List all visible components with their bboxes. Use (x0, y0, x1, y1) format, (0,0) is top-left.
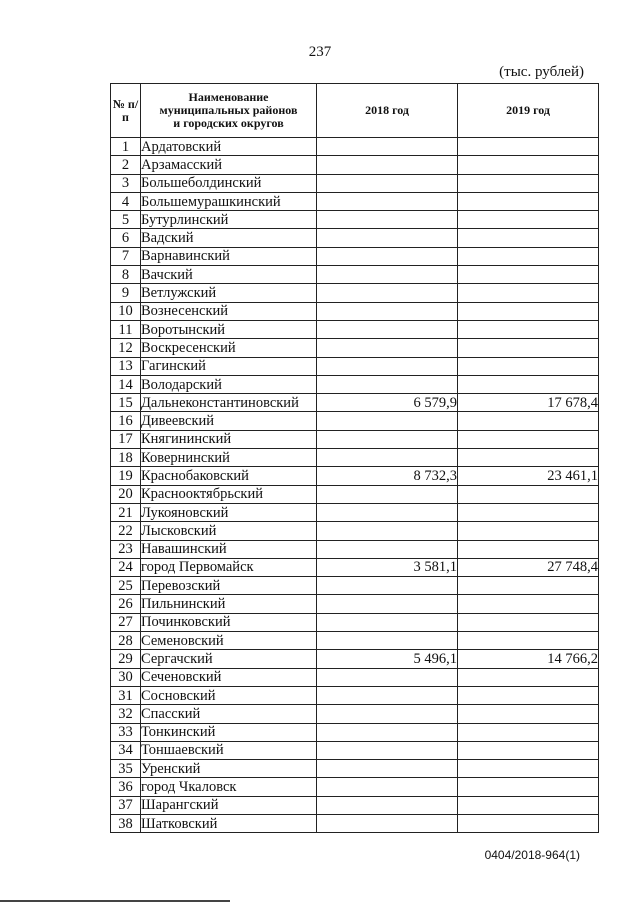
district-name: Арзамасский (141, 156, 317, 174)
table-row (111, 686, 599, 704)
table-row (111, 192, 599, 210)
table-header-row (111, 84, 599, 138)
value-2018 (317, 796, 458, 814)
page-number: 237 (308, 44, 332, 60)
row-number: 37 (111, 796, 141, 814)
value-2019 (458, 211, 599, 229)
value-2019 (458, 503, 599, 521)
table-row (111, 138, 599, 156)
row-number: 26 (111, 595, 141, 613)
value-2019 (458, 339, 599, 357)
document-code: 0404/2018-964(1) (484, 848, 580, 862)
value-2019 (458, 796, 599, 814)
row-number: 11 (111, 320, 141, 338)
table-row (111, 650, 599, 668)
row-number: 8 (111, 266, 141, 284)
row-number: 7 (111, 247, 141, 265)
row-number: 19 (111, 467, 141, 485)
value-2018 (317, 668, 458, 686)
district-name: Пильнинский (141, 595, 317, 613)
table-row (111, 705, 599, 723)
value-2019 (458, 430, 599, 448)
value-2018 (317, 266, 458, 284)
district-name: Вознесенский (141, 302, 317, 320)
value-2019 (458, 174, 599, 192)
value-2019 (458, 741, 599, 759)
table-row (111, 577, 599, 595)
row-number: 1 (111, 138, 141, 156)
row-number: 10 (111, 302, 141, 320)
row-number: 13 (111, 357, 141, 375)
row-number: 31 (111, 686, 141, 704)
value-2018 (317, 375, 458, 393)
table-row (111, 394, 599, 412)
value-2019 (458, 412, 599, 430)
value-2018 (317, 430, 458, 448)
table-row (111, 595, 599, 613)
value-2018 (317, 814, 458, 832)
value-2019 (458, 540, 599, 558)
value-2019 (458, 723, 599, 741)
row-number: 18 (111, 449, 141, 467)
district-name: Большеболдинский (141, 174, 317, 192)
value-2018 (317, 595, 458, 613)
district-name: Сеченовский (141, 668, 317, 686)
table-row (111, 467, 599, 485)
value-2018 (317, 138, 458, 156)
district-name: город Первомайск (141, 558, 317, 576)
value-2018: 5 496,1 (317, 650, 458, 668)
district-name: Семеновский (141, 632, 317, 650)
value-2019 (458, 632, 599, 650)
table-row (111, 613, 599, 631)
district-name: Краснобаковский (141, 467, 317, 485)
value-2018 (317, 211, 458, 229)
value-2018: 6 579,9 (317, 394, 458, 412)
table-row (111, 156, 599, 174)
table-row (111, 320, 599, 338)
table-row (111, 247, 599, 265)
table-row (111, 540, 599, 558)
table-row (111, 174, 599, 192)
value-2019 (458, 156, 599, 174)
value-2018 (317, 540, 458, 558)
row-number: 32 (111, 705, 141, 723)
row-number: 14 (111, 375, 141, 393)
table-row (111, 375, 599, 393)
value-2019 (458, 247, 599, 265)
value-2018 (317, 686, 458, 704)
value-2019 (458, 138, 599, 156)
district-name: Ковернинский (141, 449, 317, 467)
row-number: 20 (111, 485, 141, 503)
value-2019 (458, 613, 599, 631)
table-row (111, 229, 599, 247)
value-2019 (458, 705, 599, 723)
value-2018 (317, 705, 458, 723)
header-2018: 2018 год (317, 84, 458, 138)
value-2019 (458, 778, 599, 796)
district-name: Лысковский (141, 522, 317, 540)
table-row (111, 449, 599, 467)
value-2018: 3 581,1 (317, 558, 458, 576)
value-2018 (317, 522, 458, 540)
table-row (111, 760, 599, 778)
value-2018 (317, 485, 458, 503)
value-2018 (317, 229, 458, 247)
row-number: 12 (111, 339, 141, 357)
table-body (111, 138, 599, 833)
value-2019 (458, 375, 599, 393)
value-2019 (458, 320, 599, 338)
header-2019: 2019 год (458, 84, 599, 138)
row-number: 23 (111, 540, 141, 558)
row-number: 36 (111, 778, 141, 796)
district-name: Краснооктябрьский (141, 485, 317, 503)
value-2019 (458, 266, 599, 284)
district-name: Уренский (141, 760, 317, 778)
district-name: Дивеевский (141, 412, 317, 430)
scan-edge-line (0, 900, 230, 902)
value-2018 (317, 302, 458, 320)
row-number: 5 (111, 211, 141, 229)
units-label: (тыс. рублей) (499, 64, 584, 80)
district-name: Шатковский (141, 814, 317, 832)
value-2019: 23 461,1 (458, 467, 599, 485)
table-row (111, 266, 599, 284)
value-2019 (458, 760, 599, 778)
table-row (111, 485, 599, 503)
value-2019 (458, 302, 599, 320)
row-number: 28 (111, 632, 141, 650)
value-2018 (317, 247, 458, 265)
value-2018: 8 732,3 (317, 467, 458, 485)
district-name: Сергачский (141, 650, 317, 668)
district-name: Починковский (141, 613, 317, 631)
header-num: № п/п (111, 84, 141, 138)
value-2019 (458, 577, 599, 595)
row-number: 38 (111, 814, 141, 832)
district-name: Перевозский (141, 577, 317, 595)
table-row (111, 668, 599, 686)
district-name: Вачский (141, 266, 317, 284)
row-number: 6 (111, 229, 141, 247)
value-2018 (317, 613, 458, 631)
district-name: Ветлужский (141, 284, 317, 302)
value-2018 (317, 449, 458, 467)
district-name: Дальнеконстантиновский (141, 394, 317, 412)
row-number: 30 (111, 668, 141, 686)
district-name: Бутурлинский (141, 211, 317, 229)
district-name: Вадский (141, 229, 317, 247)
value-2018 (317, 778, 458, 796)
value-2018 (317, 156, 458, 174)
value-2018 (317, 741, 458, 759)
value-2019 (458, 357, 599, 375)
district-name: Воскресенский (141, 339, 317, 357)
row-number: 2 (111, 156, 141, 174)
table-row (111, 796, 599, 814)
district-name: Воротынский (141, 320, 317, 338)
value-2018 (317, 192, 458, 210)
table-row (111, 814, 599, 832)
table-row (111, 741, 599, 759)
district-name: Спасский (141, 705, 317, 723)
district-name: город Чкаловск (141, 778, 317, 796)
value-2019 (458, 686, 599, 704)
district-name: Большемурашкинский (141, 192, 317, 210)
table-row (111, 632, 599, 650)
district-name: Лукояновский (141, 503, 317, 521)
value-2018 (317, 339, 458, 357)
table-row (111, 357, 599, 375)
value-2019 (458, 192, 599, 210)
row-number: 22 (111, 522, 141, 540)
value-2018 (317, 632, 458, 650)
row-number: 15 (111, 394, 141, 412)
value-2019: 14 766,2 (458, 650, 599, 668)
district-name: Навашинский (141, 540, 317, 558)
table-row (111, 412, 599, 430)
district-name: Княгининский (141, 430, 317, 448)
table-row (111, 339, 599, 357)
district-name: Володарский (141, 375, 317, 393)
value-2019 (458, 229, 599, 247)
value-2018 (317, 503, 458, 521)
row-number: 3 (111, 174, 141, 192)
table-row (111, 284, 599, 302)
value-2018 (317, 320, 458, 338)
row-number: 17 (111, 430, 141, 448)
table-row (111, 503, 599, 521)
row-number: 9 (111, 284, 141, 302)
district-name: Тонкинский (141, 723, 317, 741)
value-2019 (458, 485, 599, 503)
value-2018 (317, 723, 458, 741)
row-number: 29 (111, 650, 141, 668)
table-row (111, 302, 599, 320)
district-name: Тоншаевский (141, 741, 317, 759)
table-row (111, 211, 599, 229)
value-2019 (458, 284, 599, 302)
value-2018 (317, 357, 458, 375)
table-row (111, 522, 599, 540)
table-row (111, 723, 599, 741)
row-number: 24 (111, 558, 141, 576)
table-row (111, 558, 599, 576)
budget-table (110, 83, 599, 833)
row-number: 34 (111, 741, 141, 759)
district-name: Ардатовский (141, 138, 317, 156)
table-row (111, 430, 599, 448)
row-number: 35 (111, 760, 141, 778)
value-2019 (458, 595, 599, 613)
value-2019 (458, 449, 599, 467)
value-2018 (317, 284, 458, 302)
value-2019 (458, 814, 599, 832)
row-number: 16 (111, 412, 141, 430)
table-row (111, 778, 599, 796)
value-2019 (458, 668, 599, 686)
district-name: Варнавинский (141, 247, 317, 265)
row-number: 4 (111, 192, 141, 210)
value-2019 (458, 522, 599, 540)
value-2019: 27 748,4 (458, 558, 599, 576)
row-number: 21 (111, 503, 141, 521)
district-name: Сосновский (141, 686, 317, 704)
row-number: 27 (111, 613, 141, 631)
value-2018 (317, 174, 458, 192)
row-number: 33 (111, 723, 141, 741)
value-2018 (317, 412, 458, 430)
value-2018 (317, 760, 458, 778)
district-name: Шарангский (141, 796, 317, 814)
row-number: 25 (111, 577, 141, 595)
value-2019: 17 678,4 (458, 394, 599, 412)
header-name: Наименование муниципальных районов и городских округов (141, 84, 317, 138)
value-2018 (317, 577, 458, 595)
district-name: Гагинский (141, 357, 317, 375)
